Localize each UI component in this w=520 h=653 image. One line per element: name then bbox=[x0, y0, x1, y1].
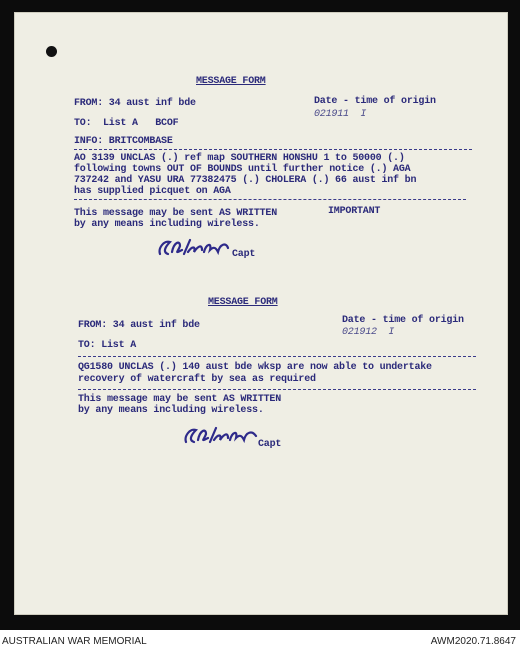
separator bbox=[74, 149, 472, 150]
message1-body-line: AO 3139 UNCLAS (.) ref map SOUTHERN HONSHU 1 to 50000 (.) bbox=[74, 153, 405, 164]
message1-send-line: This message may be sent AS WRITTEN bbox=[74, 208, 278, 219]
punch-hole bbox=[46, 46, 57, 57]
message2-send-line: This message may be sent AS WRITTEN bbox=[78, 394, 282, 405]
separator bbox=[78, 356, 476, 357]
footer-accession: AWM2020.71.8647 bbox=[430, 636, 516, 647]
message2-from: FROM: 34 aust inf bde bbox=[78, 320, 200, 331]
message2-date-value: 021912 I bbox=[342, 327, 395, 338]
message2-send-line: by any means including wireless. bbox=[78, 405, 264, 416]
message1-date-label: Date - time of origin bbox=[314, 96, 436, 107]
separator bbox=[74, 199, 466, 200]
footer-source: AUSTRALIAN WAR MEMORIAL bbox=[2, 636, 147, 647]
message2-to: TO: List A bbox=[78, 340, 137, 351]
message1-date-value: 021911 I bbox=[314, 109, 367, 120]
separator bbox=[78, 389, 476, 390]
message2-body-line: recovery of watercraft by sea as required bbox=[78, 374, 316, 385]
signature-image bbox=[156, 236, 232, 260]
message1-rank: Capt bbox=[232, 249, 256, 260]
message2-body-line: QG1580 UNCLAS (.) 140 aust bde wksp are now able to undertake bbox=[78, 362, 432, 373]
message1-to: TO: List A BCOF bbox=[74, 118, 179, 129]
message1-from: FROM: 34 aust inf bde bbox=[74, 98, 196, 109]
message1-title: MESSAGE FORM bbox=[196, 76, 266, 87]
message1-body-line: 737242 and YASU URA 77382475 (.) CHOLERA (.) 66 aust inf bn bbox=[74, 175, 417, 186]
message2-date-label: Date - time of origin bbox=[342, 315, 464, 326]
message1-send-line: by any means including wireless. bbox=[74, 219, 260, 230]
message2-title: MESSAGE FORM bbox=[208, 297, 278, 308]
message1-body-line: following towns OUT OF BOUNDS until further notice (.) AGA bbox=[74, 164, 411, 175]
signature-image bbox=[182, 424, 260, 448]
message1-info: INFO: BRITCOMBASE bbox=[74, 136, 173, 147]
message2-rank: Capt bbox=[258, 439, 282, 450]
message1-priority: IMPORTANT bbox=[328, 206, 381, 217]
message1-body-line: has supplied picquet on AGA bbox=[74, 186, 231, 197]
